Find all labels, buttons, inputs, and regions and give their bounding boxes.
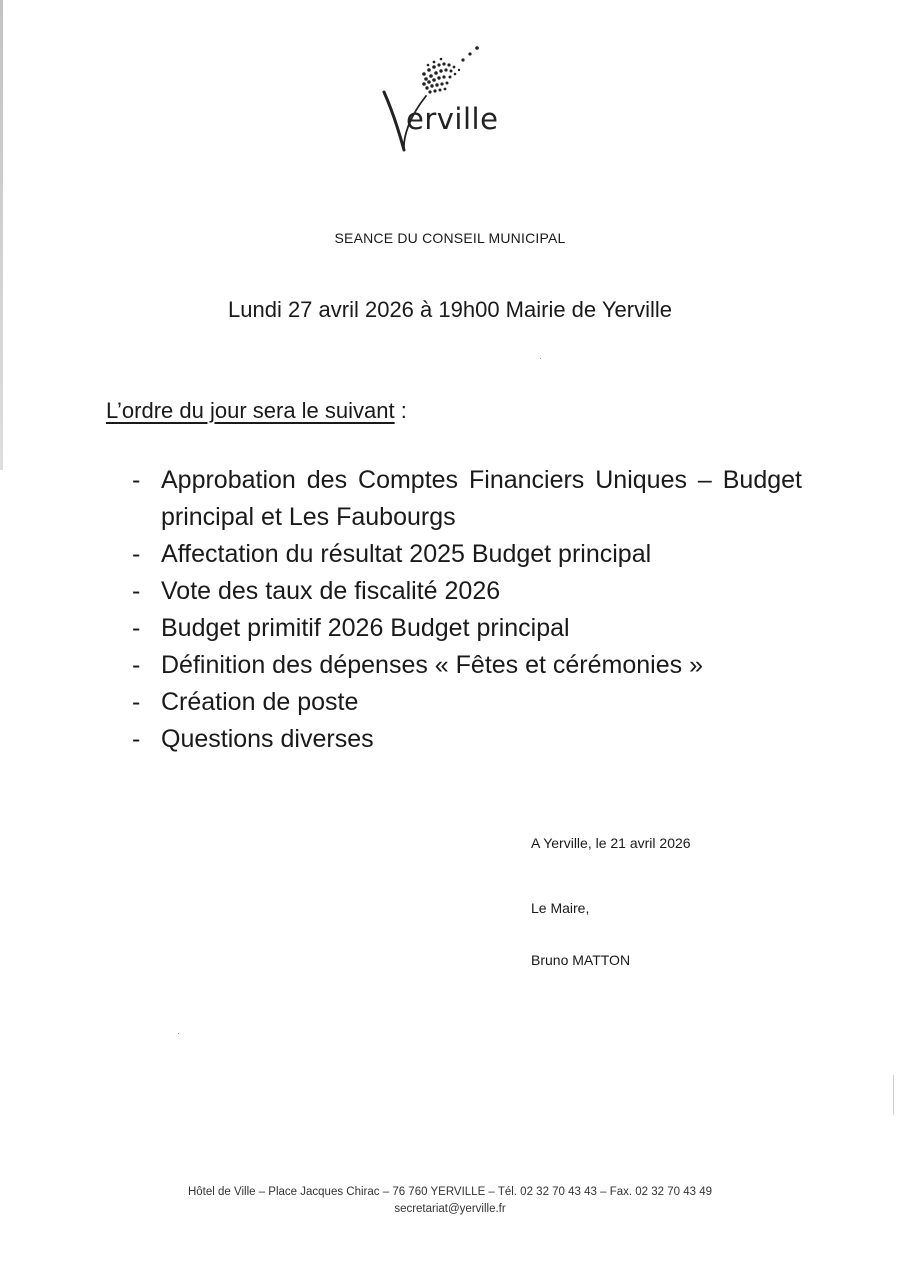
agenda-item-text: Budget primitif 2026 Budget principal <box>161 614 570 642</box>
agenda-item-text: Questions diverses <box>161 725 374 753</box>
agenda-item <box>132 721 802 758</box>
agenda-list <box>132 462 802 758</box>
bullet-dash: - <box>132 540 141 568</box>
bullet-dash: - <box>132 688 141 716</box>
agenda-item-text: Définition des dépenses « Fêtes et cérémonies » <box>161 651 703 679</box>
agenda-item-text: Vote des taux de fiscalité 2026 <box>161 577 501 605</box>
session-title: SEANCE DU CONSEIL MUNICIPAL <box>334 230 566 246</box>
agenda-item-text: Création de poste <box>161 688 359 716</box>
scan-speck <box>178 1033 179 1034</box>
agenda-item <box>132 684 802 721</box>
agenda-item <box>132 462 802 536</box>
signature-role: Le Maire, <box>531 900 590 916</box>
bullet-dash: - <box>132 466 141 494</box>
footer-address: Hôtel de Ville – Place Jacques Chirac – 76 760 YERVILLE – Tél. 02 32 70 43 43 – Fax. 02 32 70 43 49 <box>187 1186 713 1198</box>
agenda-item <box>132 647 802 684</box>
footer-email: secretariat@yerville.fr <box>394 1203 506 1215</box>
bullet-dash: - <box>132 651 141 679</box>
signature-place-date: A Yerville, le 21 avril 2026 <box>531 835 691 851</box>
signature-name: Bruno MATTON <box>531 952 631 968</box>
bullet-dash: - <box>132 725 141 753</box>
bullet-dash: - <box>132 577 141 605</box>
agenda-intro-underlined: L’ordre du jour sera le suivant <box>106 398 395 423</box>
scan-speck <box>540 358 541 359</box>
agenda-item <box>132 610 802 647</box>
meeting-date-line: Lundi 27 avril 2026 à 19h00 Mairie de Yerville <box>228 297 672 322</box>
logo-wordmark: erville <box>406 102 499 136</box>
agenda-intro-suffix: : <box>394 398 407 423</box>
agenda-item <box>132 536 802 573</box>
scan-speck <box>893 1075 894 1115</box>
agenda-intro <box>106 398 407 424</box>
agenda-item-text: Approbation des Comptes Financiers Uniques – Budget principal et Les Faubourgs <box>161 466 802 531</box>
agenda-item-text: Affectation du résultat 2025 Budget principal <box>161 540 652 568</box>
yerville-logo <box>380 40 530 165</box>
agenda-item <box>132 573 802 610</box>
bullet-dash: - <box>132 614 141 642</box>
